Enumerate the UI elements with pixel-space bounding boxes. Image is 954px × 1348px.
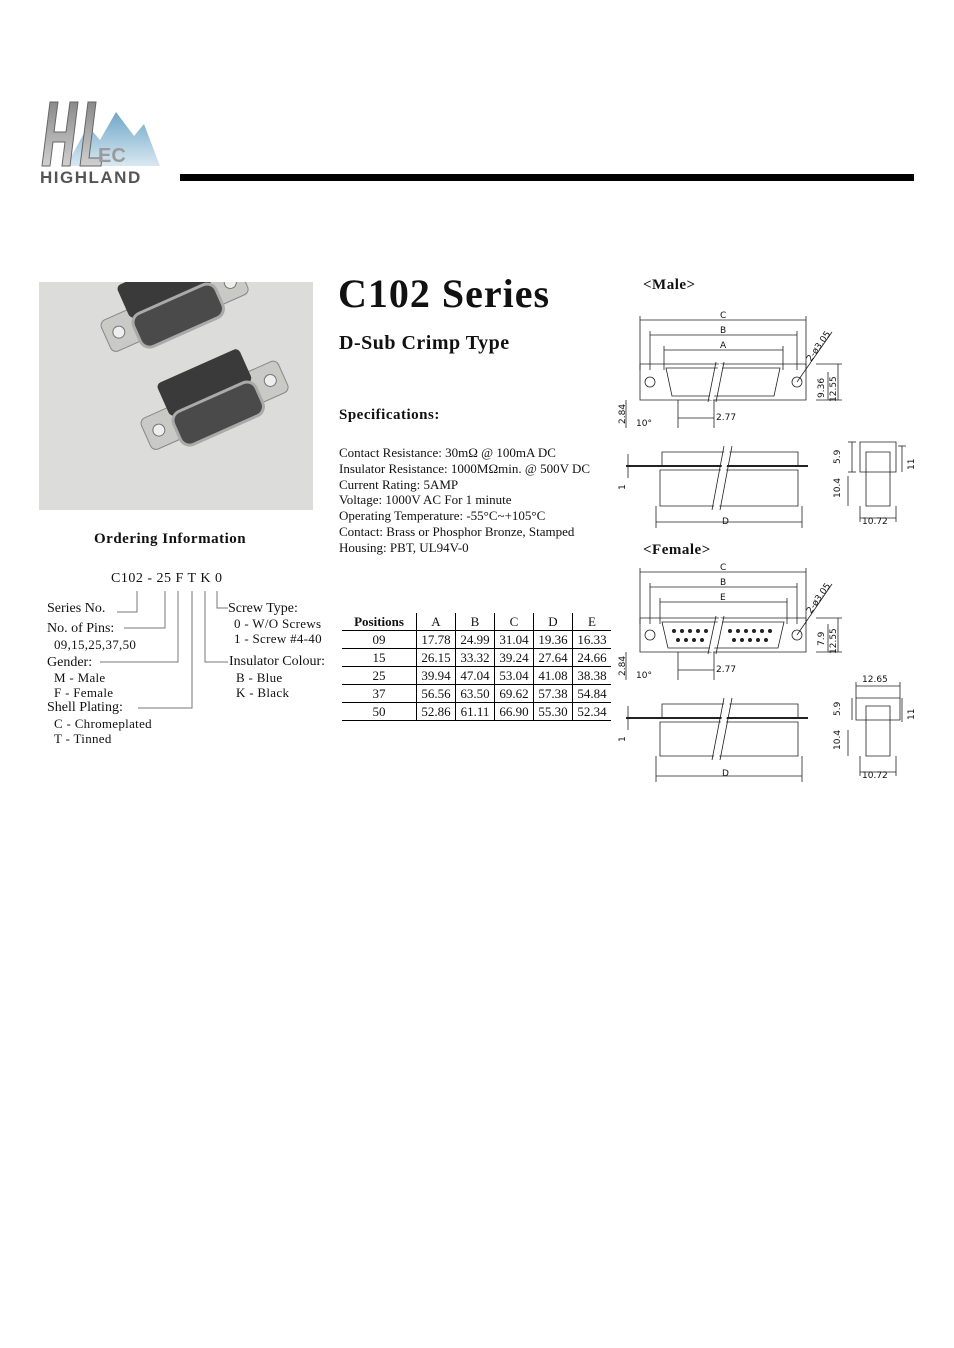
spec-contact-resistance: Contact Resistance: 30mΩ @ 100mA DC xyxy=(339,445,556,460)
series-no-label: Series No. xyxy=(47,601,106,616)
dim-a-label: A xyxy=(720,341,727,351)
h2-label: 12.55 xyxy=(829,376,839,402)
h2-label: 12.55 xyxy=(829,628,839,654)
side-label: 2.84 xyxy=(618,403,628,424)
pitch-label: 2.77 xyxy=(716,413,737,423)
pitch-label: 2.77 xyxy=(716,665,737,675)
screw-label: Screw Type: xyxy=(228,601,298,616)
colour-label: Insulator Colour: xyxy=(229,654,326,669)
table-cell: 52.86 xyxy=(417,703,456,721)
screw-4-40: 1 - Screw #4-40 xyxy=(234,631,322,646)
table-cell: 31.04 xyxy=(495,631,534,649)
table-row xyxy=(342,685,611,703)
side-label: 2.84 xyxy=(618,655,628,676)
dim-b-label: B xyxy=(720,326,727,336)
spec-housing: Housing: PBT, UL94V-0 xyxy=(339,539,469,555)
angle-label: 10° xyxy=(636,419,652,429)
plating-label: Shell Plating: xyxy=(47,700,123,715)
header-e: E xyxy=(573,613,612,631)
top-label: 5.9 xyxy=(833,701,843,716)
table-cell: 24.99 xyxy=(456,631,495,649)
table-cell: 39.94 xyxy=(417,667,456,685)
h1-label: 9.36 xyxy=(817,377,827,398)
dim-c-label: C xyxy=(720,311,727,321)
flange-label: 1 xyxy=(618,484,628,490)
hole-label: 2-ø3.05 xyxy=(805,329,834,364)
table-cell: 52.34 xyxy=(573,703,612,721)
table-row xyxy=(342,703,611,721)
specifications-heading: Specifications: xyxy=(339,407,440,423)
flange-label: 1 xyxy=(618,736,628,742)
hole-label: 2-ø3.05 xyxy=(805,581,834,616)
dim-d-label: D xyxy=(722,517,729,527)
table-cell: 24.66 xyxy=(573,649,612,667)
table-cell: 25 xyxy=(342,667,417,685)
header-b: B xyxy=(456,613,495,631)
height-label: 11 xyxy=(907,458,917,470)
colour-blue: B - Blue xyxy=(236,670,283,685)
table-cell: 17.78 xyxy=(417,631,456,649)
height-label: 11 xyxy=(907,708,917,720)
ordering-heading: Ordering Information xyxy=(94,531,247,547)
gender-female: F - Female xyxy=(54,685,114,700)
product-subtitle: D-Sub Crimp Type xyxy=(339,332,510,354)
table-cell: 26.15 xyxy=(417,649,456,667)
pins-label: No. of Pins: xyxy=(47,621,115,636)
male-dimension-drawing xyxy=(616,306,926,534)
top-label: 5.9 xyxy=(833,449,843,464)
table-cell: 61.11 xyxy=(456,703,495,721)
table-cell: 63.50 xyxy=(456,685,495,703)
female-dimension-drawing xyxy=(616,560,926,785)
table-cell: 69.62 xyxy=(495,685,534,703)
spec-current-rating: Current Rating: 5AMP xyxy=(339,476,459,492)
pins-values: 09,15,25,37,50 xyxy=(54,637,137,652)
ordering-code: C102 - 25 F T K 0 xyxy=(111,571,223,586)
table-cell: 37 xyxy=(342,685,417,703)
header-d: D xyxy=(534,613,573,631)
table-cell: 50 xyxy=(342,703,417,721)
header-positions: Positions xyxy=(342,613,417,631)
product-title: C102 Series xyxy=(338,271,551,316)
table-cell: 09 xyxy=(342,631,417,649)
table-cell: 66.90 xyxy=(495,703,534,721)
table-cell: 56.56 xyxy=(417,685,456,703)
plating-tinned: T - Tinned xyxy=(54,731,112,746)
table-cell: 57.38 xyxy=(534,685,573,703)
table-cell: 38.38 xyxy=(573,667,612,685)
table-cell: 41.08 xyxy=(534,667,573,685)
colour-black: K - Black xyxy=(236,685,290,700)
h1-label: 7.9 xyxy=(817,631,827,646)
width-label: 10.72 xyxy=(862,771,888,781)
table-cell: 19.36 xyxy=(534,631,573,649)
dim-b-label: B xyxy=(720,578,727,588)
spec-operating-temperature: Operating Temperature: -55°C~+105°C xyxy=(339,508,546,524)
logo-wordmark: HIGHLAND xyxy=(40,168,142,187)
spec-voltage: Voltage: 1000V AC For 1 minute xyxy=(339,492,512,508)
width-top-label: 12.65 xyxy=(862,675,888,685)
angle-label: 10° xyxy=(636,671,652,681)
table-header-row xyxy=(342,613,611,631)
table-cell: 33.32 xyxy=(456,649,495,667)
table-cell: 16.33 xyxy=(573,631,612,649)
table-cell: 15 xyxy=(342,649,417,667)
female-drawing-label: <Female> xyxy=(643,542,711,558)
table-row xyxy=(342,649,611,667)
plating-chrome: C - Chromeplated xyxy=(54,716,152,731)
header-a: A xyxy=(417,613,456,631)
table-cell: 54.84 xyxy=(573,685,612,703)
table-cell: 39.24 xyxy=(495,649,534,667)
table-cell: 27.64 xyxy=(534,649,573,667)
table-row xyxy=(342,631,611,649)
table-cell: 47.04 xyxy=(456,667,495,685)
depth-label: 10.4 xyxy=(833,729,843,750)
dimension-table xyxy=(342,613,611,721)
dim-c-label: C xyxy=(720,563,727,573)
screw-none: 0 - W/O Screws xyxy=(234,616,322,631)
spec-contact-material: Contact: Brass or Phosphor Bronze, Stamped xyxy=(339,523,575,539)
svg-text:EC: EC xyxy=(98,145,126,167)
depth-label: 10.4 xyxy=(833,477,843,498)
width-label: 10.72 xyxy=(862,517,888,527)
gender-male: M - Male xyxy=(54,670,106,685)
dim-d-label: D xyxy=(722,769,729,779)
table-cell: 55.30 xyxy=(534,703,573,721)
male-drawing-label: <Male> xyxy=(643,277,696,293)
table-row xyxy=(342,667,611,685)
table-cell: 53.04 xyxy=(495,667,534,685)
header-c: C xyxy=(495,613,534,631)
gender-label: Gender: xyxy=(47,655,93,670)
spec-insulator-resistance: Insulator Resistance: 1000MΩmin. @ 500V DC xyxy=(339,460,591,476)
dim-e-label: E xyxy=(720,593,726,603)
